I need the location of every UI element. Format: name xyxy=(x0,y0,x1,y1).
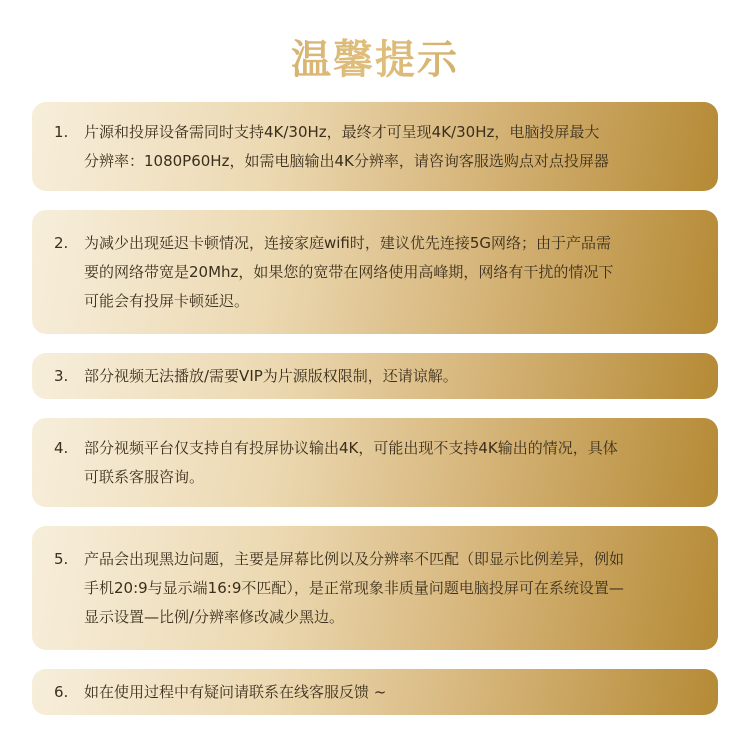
tip-text: 片源和投屏设备需同时支持4K/30Hz，最终才可呈现4K/30Hz，电脑投屏最大 分辨率：1080P60Hz，如需电脑输出4K分辨率，请咨询客服选购点对点投屏器 xyxy=(84,122,609,170)
tip-card-6 xyxy=(32,669,718,715)
tip-card-4 xyxy=(32,418,718,507)
tip-text: 部分视频平台仅支持自有投屏协议输出4K，可能出现不支持4K输出的情况，具体 可联系客服咨询。 xyxy=(84,438,618,486)
tip-text: 产品会出现黑边问题，主要是屏幕比例以及分辨率不匹配（即显示比例差异，例如 手机20:9与显示端16:9不匹配），是正常现象非质量问题电脑投屏可在系统设置— 显示设置—比例/分辨率修改减少黑边。 xyxy=(84,549,625,626)
tip-number: 3. xyxy=(54,366,69,385)
tip-number: 2. xyxy=(54,233,69,252)
tip-card-3 xyxy=(32,353,718,399)
page-title: 温馨提示 xyxy=(0,28,750,85)
tip-card-5 xyxy=(32,526,718,650)
tip-card-2 xyxy=(32,210,718,334)
tip-card-1 xyxy=(32,102,718,191)
tip-number: 4. xyxy=(54,438,69,457)
tip-number: 6. xyxy=(54,682,69,701)
tip-text: 为减少出现延迟卡顿情况，连接家庭wifi时，建议优先连接5G网络；由于产品需 要的网络带宽是20Mhz，如果您的宽带在网络使用高峰期，网络有干扰的情况下 可能会有投屏卡顿延迟。 xyxy=(84,233,614,310)
tip-text: 部分视频无法播放/需要VIP为片源版权限制，还请谅解。 xyxy=(84,366,458,385)
tip-text: 如在使用过程中有疑问请联系在线客服反馈 ~ xyxy=(84,682,387,701)
tip-number: 5. xyxy=(54,549,69,568)
tip-number: 1. xyxy=(54,122,69,141)
